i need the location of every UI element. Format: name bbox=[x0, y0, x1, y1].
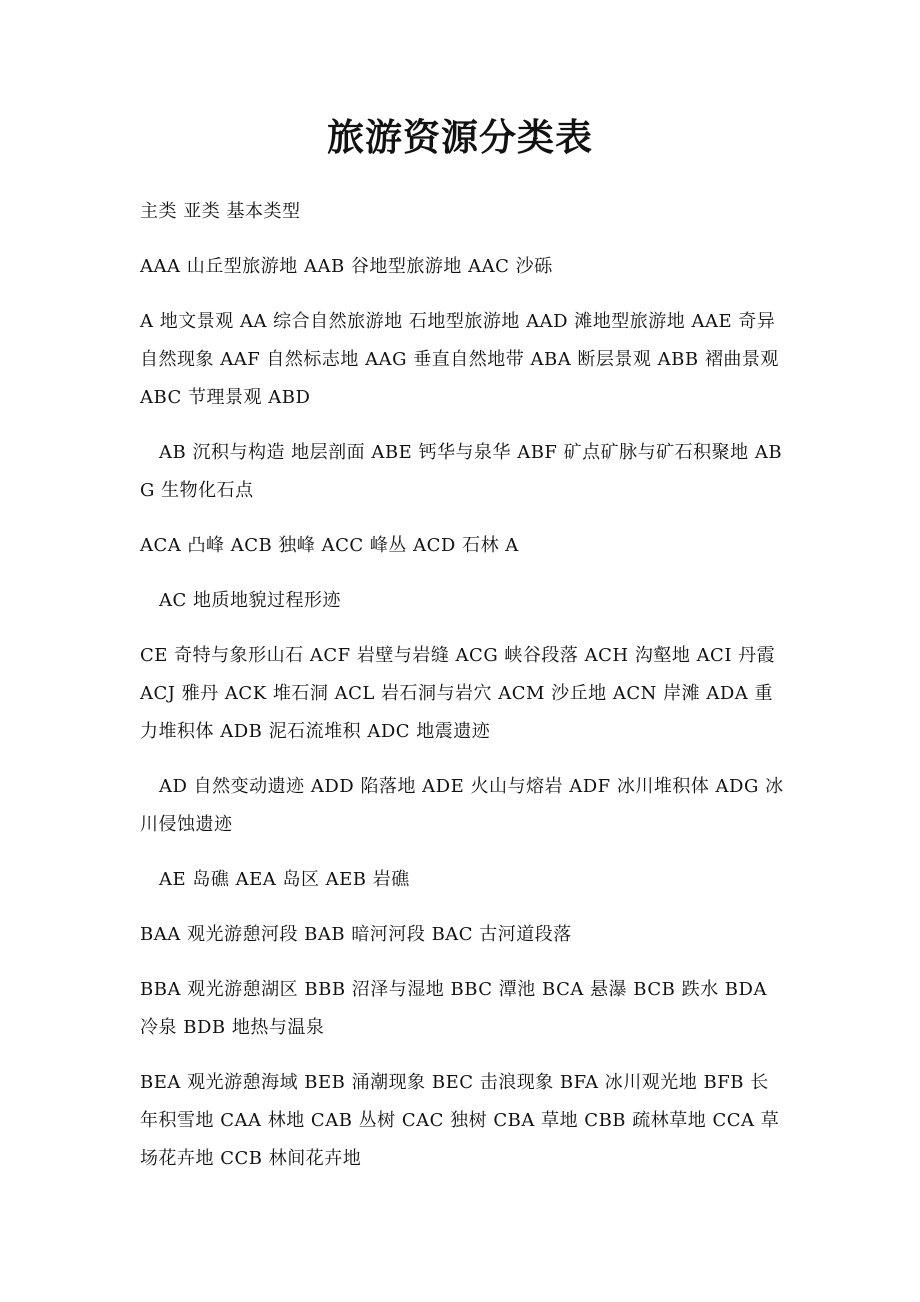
paragraph: ACA 凸峰 ACB 独峰 ACC 峰丛 ACD 石林 A bbox=[140, 535, 519, 556]
paragraph: AE 岛礁 AEA 岛区 AEB 岩礁 bbox=[159, 869, 410, 890]
paragraph: BBA 观光游憩湖区 BBB 沼泽与湿地 BBC 潭池 BCA 悬瀑 BCB 跌水 BDA 冷泉 BDB 地热与温泉 bbox=[140, 979, 767, 1038]
paragraph: AD 自然变动遗迹 ADD 陷落地 ADE 火山与熔岩 ADF 冰川堆积体 ADG 冰川侵蚀遗迹 bbox=[140, 776, 784, 835]
paragraph: A 地文景观 AA 综合自然旅游地 石地型旅游地 AAD 滩地型旅游地 AAE 奇异自然现象 AAF 自然标志地 AAG 垂直自然地带 ABA 断层景观 ABB 褶曲景观 ABC 节理景观 ABD bbox=[140, 311, 779, 408]
paragraph: AB 沉积与构造 地层剖面 ABE 钙华与泉华 ABF 矿点矿脉与矿石积聚地 ABG 生物化石点 bbox=[140, 442, 783, 501]
paragraph: BEA 观光游憩海域 BEB 涌潮现象 BEC 击浪现象 BFA 冰川观光地 BFB 长年积雪地 CAA 林地 CAB 丛树 CAC 独树 CBA 草地 CBB 疏林草地 CCA 草场花卉地 CCB 林间花卉地 bbox=[140, 1072, 780, 1169]
paragraph: AAA 山丘型旅游地 AAB 谷地型旅游地 AAC 沙砾 bbox=[140, 256, 553, 277]
paragraph: CE 奇特与象形山石 ACF 岩壁与岩缝 ACG 峡谷段落 ACH 沟壑地 ACI 丹霞 ACJ 雅丹 ACK 堆石洞 ACL 岩石洞与岩穴 ACM 沙丘地 ACN 岸滩 ADA 重力堆积体 ADB 泥石流堆积 ADC 地震遗迹 bbox=[140, 645, 776, 742]
document-body bbox=[140, 193, 785, 1195]
paragraph-header-row: 主类 亚类 基本类型 bbox=[140, 201, 301, 222]
paragraph: BAA 观光游憩河段 BAB 暗河河段 BAC 古河道段落 bbox=[140, 924, 572, 945]
paragraph: AC 地质地貌过程形迹 bbox=[159, 590, 341, 611]
document-title: 旅游资源分类表 bbox=[327, 115, 593, 159]
